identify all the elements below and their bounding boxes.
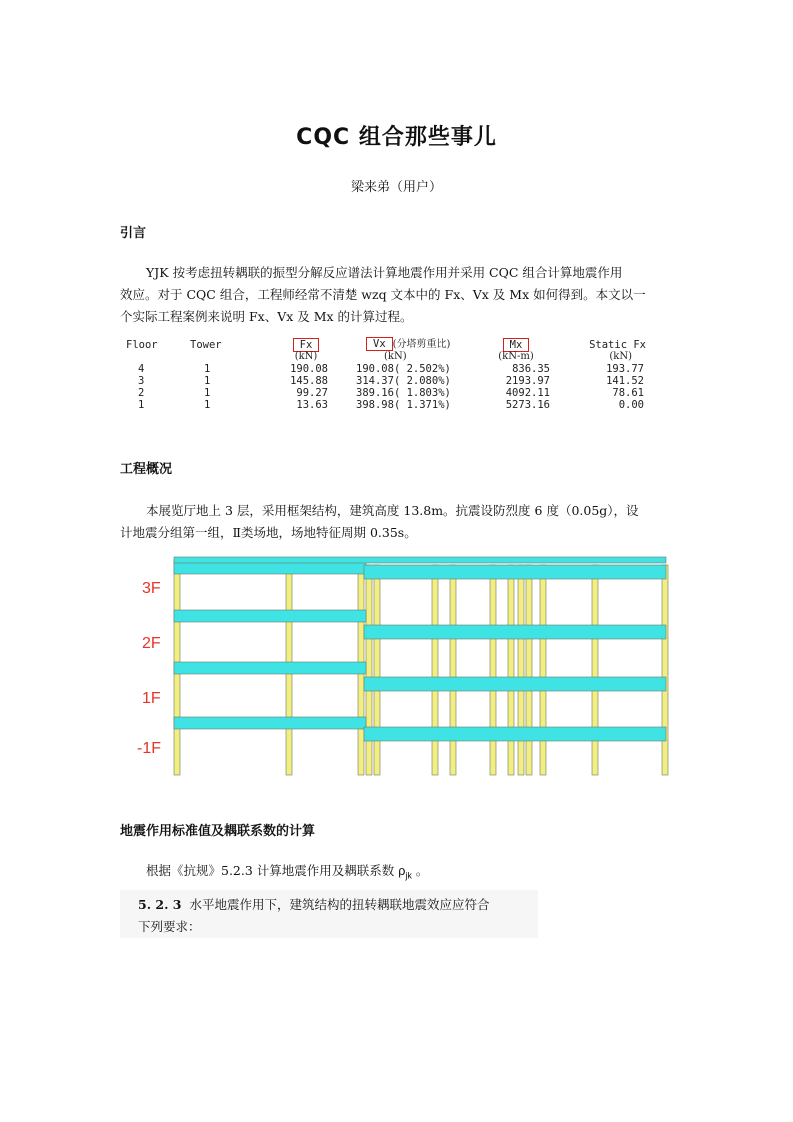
unit-mx: (kN-m) xyxy=(498,351,534,362)
unit-fx: (kN) xyxy=(294,351,318,362)
frame-beam xyxy=(174,717,366,729)
frame-column xyxy=(526,565,532,775)
rho-subscript: jk xyxy=(405,870,412,881)
col-static-fx-header: Static Fx xyxy=(589,338,646,351)
rho-symbol: ρ xyxy=(398,864,406,878)
wzq-output-table xyxy=(126,338,646,411)
col-fx-header: Fx xyxy=(293,338,320,352)
intro-line-3: 个实际工程案例来说明 Fx、Vx 及 Mx 的计算过程。 xyxy=(120,309,413,324)
heading-overview: 工程概况 xyxy=(120,462,173,477)
author-line: 梁来弟（用户） xyxy=(350,180,442,195)
table-row: 4 1 190.08 190.08( 2.502%) 836.35 193.77 xyxy=(138,363,644,375)
code-clause-text xyxy=(138,894,533,938)
heading-intro: 引言 xyxy=(120,226,147,241)
floor-label-b1: -1F xyxy=(137,740,161,757)
frame-roof-beam xyxy=(174,557,666,563)
seismic-text: 根据《抗规》5.2.3 计算地震作用及耦联系数 xyxy=(146,863,399,878)
frame-column xyxy=(540,565,546,775)
frame-model-figure xyxy=(134,555,674,780)
frame-column xyxy=(366,565,372,775)
clause-line-2: 下列要求： xyxy=(138,919,201,934)
table-row: 1 1 13.63 398.98( 1.371%) 5273.16 0.00 xyxy=(138,399,644,411)
overview-line-1: 本展览厅地上 3 层，采用框架结构，建筑高度 13.8m。抗震设防烈度 6 度（0.05g），设 xyxy=(146,503,639,518)
overview-line-2: 计地震分组第一组，Ⅱ类场地，场地特征周期 0.35s。 xyxy=(120,525,417,540)
unit-vx: (kN) xyxy=(384,351,407,362)
frame-beam xyxy=(364,625,666,639)
intro-paragraph xyxy=(120,262,675,328)
page-title: CQC 组合那些事儿 xyxy=(296,125,497,150)
frame-beam xyxy=(174,610,366,622)
heading-seismic: 地震作用标准值及耦联系数的计算 xyxy=(120,824,316,839)
seismic-paragraph xyxy=(120,860,675,887)
overview-paragraph xyxy=(120,500,675,544)
table-row: 2 1 99.27 389.16( 1.803%) 4092.11 78.61 xyxy=(138,387,644,399)
intro-line-1: YJK 按考虑扭转耦联的振型分解反应谱法计算地震作用并采用 CQC 组合计算地震作用 xyxy=(146,265,623,280)
frame-column xyxy=(450,565,456,775)
unit-static-fx: (kN) xyxy=(609,351,632,362)
col-tower-header: Tower xyxy=(190,338,222,351)
table-row: 3 1 145.88 314.37( 2.080%) 2193.97 141.52 xyxy=(138,375,644,387)
frame-column xyxy=(432,565,438,775)
frame-column xyxy=(592,565,598,775)
col-mx-header: Mx xyxy=(503,338,530,352)
floor-label-1f: 1F xyxy=(142,690,161,707)
frame-column xyxy=(374,565,380,775)
frame-column xyxy=(490,565,496,775)
col-vx-header: Vx xyxy=(366,337,393,351)
col-floor-header: Floor xyxy=(126,338,158,351)
floor-label-2f: 2F xyxy=(142,635,161,652)
floor-label-3f: 3F xyxy=(142,580,161,597)
frame-column xyxy=(518,565,524,775)
clause-line-1: 水平地震作用下，建筑结构的扭转耦联地震效应应符合 xyxy=(189,897,490,912)
intro-line-2: 效应。对于 CQC 组合，工程师经常不清楚 wzq 文本中的 Fx、Vx 及 Mx 如何得到。本文以一 xyxy=(120,287,646,302)
frame-column xyxy=(508,565,514,775)
clause-number: 5. 2. 3 xyxy=(138,897,182,912)
frame-beam xyxy=(364,677,666,691)
frame-column xyxy=(662,565,668,775)
frame-beam xyxy=(364,727,666,741)
frame-beam xyxy=(364,565,666,579)
col-vx-ratio-header: (分塔剪重比) xyxy=(392,339,451,350)
frame-beam xyxy=(174,662,366,674)
seismic-text-end: 。 xyxy=(411,863,429,878)
